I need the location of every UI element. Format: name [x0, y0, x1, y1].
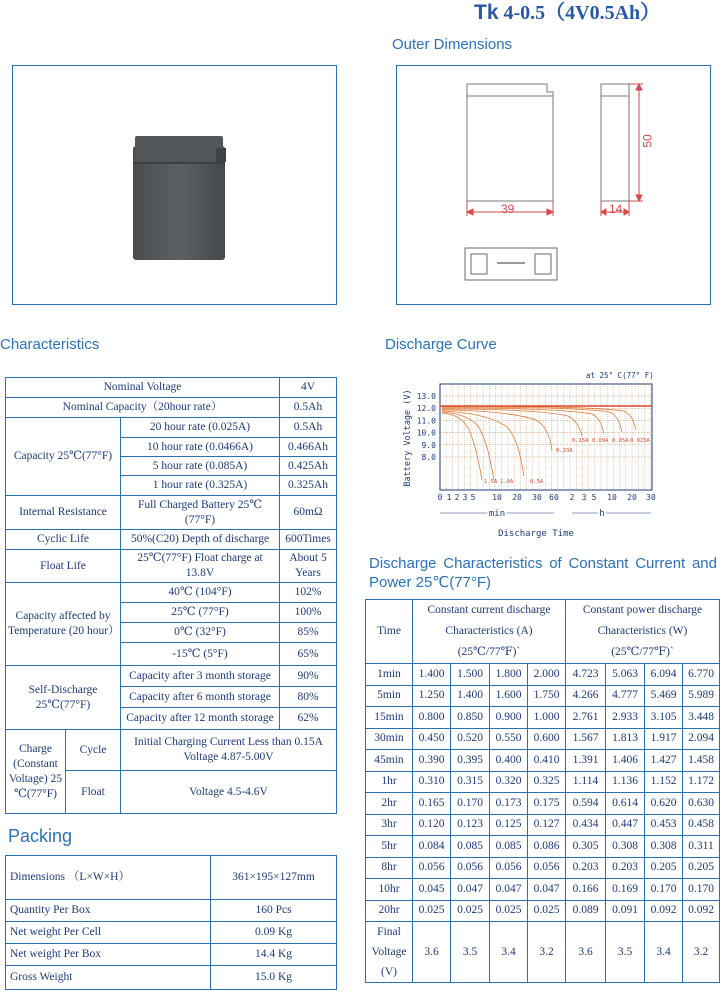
- packing-value: 0.09 Kg: [211, 922, 337, 944]
- value-cell: 0.085: [451, 836, 490, 858]
- value-cell: 4.266: [566, 685, 606, 707]
- value-cell: 1.917: [645, 728, 683, 750]
- value-cell: 1.114: [566, 771, 606, 793]
- final-voltage-value: 3.2: [683, 922, 720, 983]
- capacity-value: 0.466Ah: [280, 438, 337, 457]
- value-cell: 0.520: [451, 728, 490, 750]
- capacity-value: 0.425Ah: [280, 457, 337, 476]
- value-cell: 0.166: [566, 879, 606, 901]
- discharge-table: [365, 599, 720, 983]
- value-cell: 0.175: [528, 793, 566, 815]
- packing-heading: Packing: [8, 826, 73, 846]
- value-cell: 3.105: [645, 707, 683, 729]
- self-discharge-value: 80%: [280, 687, 337, 708]
- packing-label: Net weight Per Box: [6, 944, 211, 966]
- time-cell: 3hr: [366, 814, 413, 836]
- self-discharge-cond: Capacity after 6 month storage: [121, 687, 280, 708]
- x-tick-label: 20: [512, 493, 522, 502]
- temp-value: 100%: [280, 603, 337, 623]
- packing-label: Dimensions （L×W×H）: [6, 856, 211, 900]
- final-voltage-label: Final Voltage (V): [366, 922, 413, 983]
- self-discharge-label: Self-Discharge 25℃(77°F): [6, 666, 121, 730]
- value-cell: 0.390: [413, 750, 451, 772]
- final-voltage-value: 3.4: [490, 922, 528, 983]
- value-cell: 0.092: [683, 900, 720, 922]
- value-cell: 1.800: [490, 664, 528, 686]
- table-header-row: [366, 600, 720, 664]
- internal-resistance-label: Internal Resistance: [6, 496, 121, 530]
- charge-float-label: Float: [66, 771, 121, 814]
- time-cell: 2hr: [366, 793, 413, 815]
- value-cell: 0.169: [606, 879, 645, 901]
- value-cell: 1.427: [645, 750, 683, 772]
- discharge-characteristics-heading: Discharge Characteristics of Constant Current and Power 25℃(77°F): [369, 555, 717, 591]
- packing-value: 160 Pcs: [211, 900, 337, 922]
- model-spec: 4-0.5（4V0.5Ah）: [503, 2, 661, 24]
- y-tick-label: 8.0: [421, 453, 436, 462]
- y-tick-label: 10.0: [416, 428, 436, 438]
- cyclic-life-label: Cyclic Life: [6, 530, 121, 550]
- value-cell: 1.567: [566, 728, 606, 750]
- value-cell: 0.056: [528, 857, 566, 879]
- table-row: [366, 814, 720, 836]
- y-tick-label: 13.0: [416, 392, 436, 401]
- value-cell: 0.086: [528, 836, 566, 858]
- x-tick-label: 10: [492, 493, 502, 502]
- value-cell: 0.453: [645, 814, 683, 836]
- cyclic-life-value: 600Times: [280, 530, 337, 550]
- internal-resistance-value: 60mΩ: [280, 496, 337, 530]
- table-row: [6, 398, 337, 418]
- series-label: 0.09A: [592, 438, 609, 444]
- y-axis-title: Battery Voltage (V): [403, 389, 413, 487]
- value-cell: 0.325: [528, 771, 566, 793]
- x-tick-label: 10: [607, 493, 617, 502]
- final-voltage-value: 3.6: [413, 922, 451, 983]
- table-row: [6, 378, 337, 398]
- final-voltage-value: 3.6: [566, 922, 606, 983]
- x-tick-label: 2: [569, 493, 575, 502]
- value-cell: 0.047: [490, 879, 528, 901]
- series-label: 0.33A: [556, 448, 573, 454]
- value-cell: 0.091: [606, 900, 645, 922]
- time-cell: 5min: [366, 685, 413, 707]
- value-cell: 0.120: [413, 814, 451, 836]
- value-cell: 0.400: [490, 750, 528, 772]
- value-cell: 0.308: [645, 836, 683, 858]
- table-row: [366, 900, 720, 922]
- capacity-cond: 1 hour rate (0.325A): [121, 476, 280, 496]
- value-cell: 0.205: [645, 857, 683, 879]
- self-discharge-value: 62%: [280, 708, 337, 730]
- charge-cycle-value: Initial Charging Current Less than 0.15A Voltage 4.87-5.00V: [121, 730, 337, 771]
- value-cell: 0.203: [566, 857, 606, 879]
- nominal-voltage-label: Nominal Voltage: [6, 378, 280, 398]
- charge-cycle-label: Cycle: [66, 730, 121, 771]
- outer-dimensions-heading: Outer Dimensions: [392, 36, 513, 53]
- value-cell: 0.205: [683, 857, 720, 879]
- value-cell: 3.448: [683, 707, 720, 729]
- final-voltage-value: 3.5: [451, 922, 490, 983]
- value-cell: 1.400: [451, 685, 490, 707]
- chart-title: at 25° C(77° F): [586, 371, 654, 380]
- value-cell: 1.000: [528, 707, 566, 729]
- final-voltage-value: 3.5: [606, 922, 645, 983]
- capacity-cond: 10 hour rate (0.0466A): [121, 438, 280, 457]
- table-row: [366, 750, 720, 772]
- time-header: Time: [366, 600, 413, 664]
- packing-value: 15.0 Kg: [211, 966, 337, 990]
- charge-float-value: Voltage 4.5-4.6V: [121, 771, 337, 814]
- value-cell: 5.989: [683, 685, 720, 707]
- temp-cond: 0℃ (32°F): [121, 623, 280, 643]
- value-cell: 0.089: [566, 900, 606, 922]
- table-row: [6, 944, 337, 966]
- value-cell: 0.025: [528, 900, 566, 922]
- value-cell: 1.813: [606, 728, 645, 750]
- characteristics-table: [5, 377, 337, 814]
- x-tick-label: 2: [454, 493, 460, 502]
- x-tick-label: 0: [437, 493, 443, 502]
- page-title: [474, 0, 660, 25]
- discharge-curve-chart: [396, 366, 676, 544]
- value-cell: 0.165: [413, 793, 451, 815]
- value-cell: 0.025: [451, 900, 490, 922]
- time-cell: 5hr: [366, 836, 413, 858]
- table-row: [6, 418, 337, 438]
- packing-label: Quantity Per Box: [6, 900, 211, 922]
- table-row: [366, 879, 720, 901]
- value-cell: 6.770: [683, 664, 720, 686]
- charge-label: Charge (Constant Voltage) 25 ℃(77°F): [6, 730, 66, 814]
- time-cell: 20hr: [366, 900, 413, 922]
- value-cell: 0.395: [451, 750, 490, 772]
- dimension-drawing: [397, 66, 712, 306]
- cc-header: Constant current discharge Characteristics (A) (25℃/77℉)`: [413, 600, 566, 664]
- time-cell: 45min: [366, 750, 413, 772]
- x-tick-label: 5: [470, 493, 476, 502]
- value-cell: 1.406: [606, 750, 645, 772]
- value-cell: 0.550: [490, 728, 528, 750]
- value-cell: 0.203: [606, 857, 645, 879]
- value-cell: 0.056: [413, 857, 451, 879]
- value-cell: 0.047: [451, 879, 490, 901]
- time-cell: 8hr: [366, 857, 413, 879]
- x-tick-label: 3: [581, 493, 587, 502]
- series-label: 0.05A: [612, 438, 629, 444]
- value-cell: 6.094: [645, 664, 683, 686]
- value-cell: 0.170: [451, 793, 490, 815]
- x-unit-min: min: [488, 509, 506, 519]
- table-row: [366, 771, 720, 793]
- value-cell: 1.500: [451, 664, 490, 686]
- series-label: 1.0A: [500, 479, 514, 485]
- table-row: [366, 707, 720, 729]
- value-cell: 0.123: [451, 814, 490, 836]
- dim-depth-label: 14: [609, 202, 623, 216]
- value-cell: 0.594: [566, 793, 606, 815]
- value-cell: 2.933: [606, 707, 645, 729]
- value-cell: 1.391: [566, 750, 606, 772]
- value-cell: 0.025: [490, 900, 528, 922]
- y-tick-label: 9.0: [421, 440, 436, 450]
- value-cell: 0.056: [451, 857, 490, 879]
- value-cell: 0.458: [683, 814, 720, 836]
- battery-photo: [13, 66, 338, 306]
- value-cell: 5.469: [645, 685, 683, 707]
- table-row: [366, 793, 720, 815]
- value-cell: 4.723: [566, 664, 606, 686]
- table-row: [366, 857, 720, 879]
- final-voltage-row: [366, 922, 720, 983]
- product-photo-box: [12, 65, 337, 305]
- value-cell: 2.094: [683, 728, 720, 750]
- cyclic-life-cond: 50%(C20) Depth of discharge: [121, 530, 280, 550]
- discharge-curve-heading: Discharge Curve: [385, 336, 497, 353]
- value-cell: 1.400: [413, 664, 451, 686]
- table-row: [366, 728, 720, 750]
- value-cell: 1.172: [683, 771, 720, 793]
- nominal-capacity-label: Nominal Capacity（20hour rate）: [6, 398, 280, 418]
- value-cell: 0.320: [490, 771, 528, 793]
- value-cell: 1.136: [606, 771, 645, 793]
- table-row: [6, 856, 337, 900]
- nominal-voltage-value: 4V: [280, 378, 337, 398]
- value-cell: 0.900: [490, 707, 528, 729]
- float-life-value: About 5 Years: [280, 550, 337, 583]
- temp-value: 102%: [280, 583, 337, 603]
- value-cell: 2.000: [528, 664, 566, 686]
- value-cell: 0.410: [528, 750, 566, 772]
- x-unit-h: h: [599, 509, 605, 519]
- float-life-label: Float Life: [6, 550, 121, 583]
- temp-cond: -15℃ (5°F): [121, 643, 280, 666]
- x-axis-title: Discharge Time: [498, 529, 574, 539]
- table-row: [366, 836, 720, 858]
- value-cell: 0.308: [606, 836, 645, 858]
- series-label: 0.15A: [572, 438, 589, 444]
- capacity-label: Capacity 25℃(77°F): [6, 418, 121, 496]
- y-tick-label: 12.0: [416, 404, 436, 414]
- temp-cond: 40℃ (104°F): [121, 583, 280, 603]
- time-cell: 30min: [366, 728, 413, 750]
- value-cell: 0.311: [683, 836, 720, 858]
- value-cell: 0.630: [683, 793, 720, 815]
- self-discharge-cond: Capacity after 12 month storage: [121, 708, 280, 730]
- capacity-cond: 20 hour rate (0.025A): [121, 418, 280, 438]
- value-cell: 0.310: [413, 771, 451, 793]
- value-cell: 1.750: [528, 685, 566, 707]
- series-label: 0.025A: [630, 438, 650, 444]
- value-cell: 0.170: [645, 879, 683, 901]
- value-cell: 0.125: [490, 814, 528, 836]
- table-row: [366, 685, 720, 707]
- table-row: [366, 664, 720, 686]
- value-cell: 0.092: [645, 900, 683, 922]
- value-cell: 1.152: [645, 771, 683, 793]
- table-row: [6, 922, 337, 944]
- value-cell: 2.761: [566, 707, 606, 729]
- table-row: [6, 583, 337, 603]
- capacity-value: 0.5Ah: [280, 418, 337, 438]
- value-cell: 1.458: [683, 750, 720, 772]
- table-row: [6, 900, 337, 922]
- temp-value: 85%: [280, 623, 337, 643]
- x-tick-label: 3: [462, 493, 468, 502]
- temp-cond: 25℃ (77°F): [121, 603, 280, 623]
- packing-table: [5, 855, 337, 990]
- internal-resistance-cond: Full Charged Battery 25℃ (77°F): [121, 496, 280, 530]
- series-label: 0.5A: [530, 479, 544, 485]
- cp-header: Constant power discharge Characteristics (W) (25℃/77℉)`: [566, 600, 720, 664]
- value-cell: 0.170: [683, 879, 720, 901]
- time-cell: 1min: [366, 664, 413, 686]
- self-discharge-value: 90%: [280, 666, 337, 687]
- value-cell: 4.777: [606, 685, 645, 707]
- value-cell: 1.250: [413, 685, 451, 707]
- x-tick-label: 20: [627, 493, 637, 502]
- value-cell: 0.045: [413, 879, 451, 901]
- table-row: [6, 730, 337, 771]
- x-tick-label: 1: [446, 493, 452, 502]
- value-cell: 0.620: [645, 793, 683, 815]
- characteristics-heading: Characteristics: [0, 336, 100, 353]
- table-row: [6, 666, 337, 687]
- value-cell: 0.850: [451, 707, 490, 729]
- value-cell: 0.084: [413, 836, 451, 858]
- packing-value: 361×195×127mm: [211, 856, 337, 900]
- x-tick-label: 5: [591, 493, 597, 502]
- table-row: [6, 966, 337, 990]
- value-cell: 0.450: [413, 728, 451, 750]
- final-voltage-value: 3.2: [528, 922, 566, 983]
- temp-capacity-label: Capacity affected by Temperature (20 hour）: [6, 583, 121, 666]
- value-cell: 0.047: [528, 879, 566, 901]
- value-cell: 0.127: [528, 814, 566, 836]
- value-cell: 0.025: [413, 900, 451, 922]
- value-cell: 0.434: [566, 814, 606, 836]
- value-cell: 0.800: [413, 707, 451, 729]
- table-row: [6, 530, 337, 550]
- value-cell: 0.600: [528, 728, 566, 750]
- y-tick-label: 11.0: [416, 416, 436, 426]
- time-cell: 1hr: [366, 771, 413, 793]
- float-life-cond: 25℃(77°F) Float charge at 13.8V: [121, 550, 280, 583]
- value-cell: 0.315: [451, 771, 490, 793]
- temp-value: 65%: [280, 643, 337, 666]
- model-name: Tk: [474, 1, 499, 24]
- dim-height-label: 50: [640, 134, 655, 148]
- time-cell: 15min: [366, 707, 413, 729]
- table-row: [6, 550, 337, 583]
- value-cell: 0.173: [490, 793, 528, 815]
- packing-value: 14.4 Kg: [211, 944, 337, 966]
- nominal-capacity-value: 0.5Ah: [280, 398, 337, 418]
- table-row: [6, 496, 337, 530]
- value-cell: 1.600: [490, 685, 528, 707]
- x-tick-label: 30: [532, 493, 542, 502]
- capacity-value: 0.325Ah: [280, 476, 337, 496]
- time-cell: 10hr: [366, 879, 413, 901]
- value-cell: 0.056: [490, 857, 528, 879]
- value-cell: 5.063: [606, 664, 645, 686]
- value-cell: 0.614: [606, 793, 645, 815]
- packing-label: Net weight Per Cell: [6, 922, 211, 944]
- outer-dimensions-box: [396, 65, 711, 305]
- x-tick-label: 60: [549, 493, 559, 502]
- value-cell: 0.305: [566, 836, 606, 858]
- value-cell: 0.085: [490, 836, 528, 858]
- x-tick-label: 30: [646, 493, 656, 502]
- dim-width-label: 39: [501, 202, 515, 216]
- self-discharge-cond: Capacity after 3 month storage: [121, 666, 280, 687]
- packing-label: Gross Weight: [6, 966, 211, 990]
- final-voltage-value: 3.4: [645, 922, 683, 983]
- series-label: 1.5A: [484, 479, 498, 485]
- discharge-table-body: [366, 664, 720, 922]
- capacity-cond: 5 hour rate (0.085A): [121, 457, 280, 476]
- value-cell: 0.447: [606, 814, 645, 836]
